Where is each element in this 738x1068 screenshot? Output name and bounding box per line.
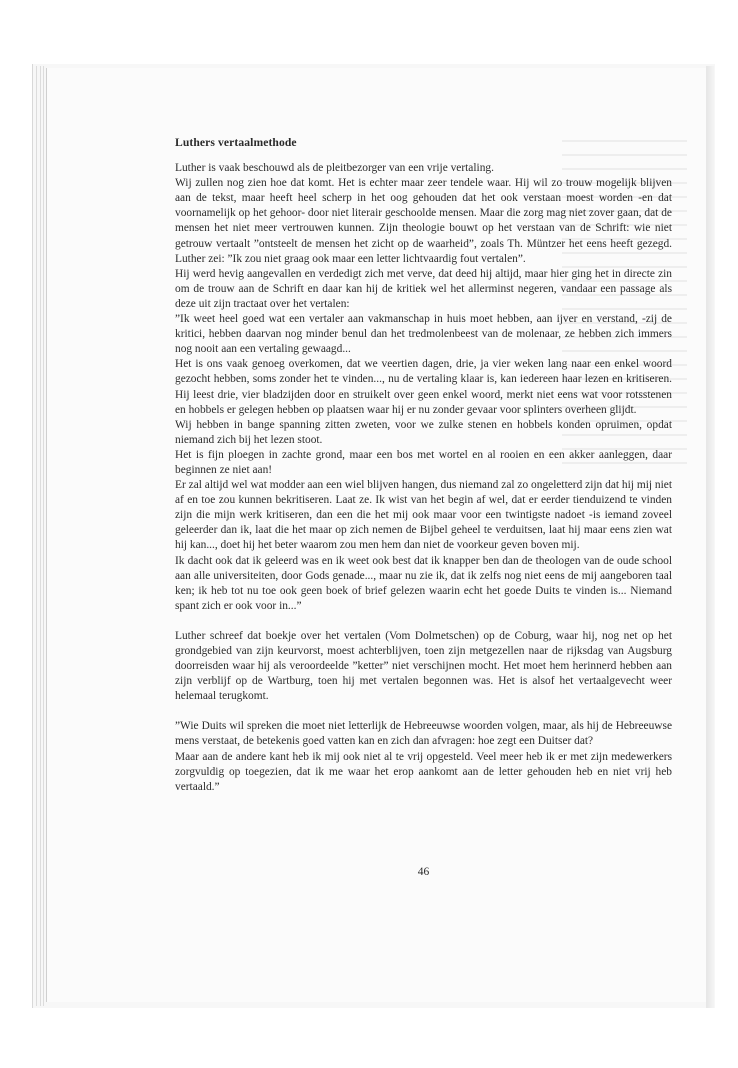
book-spine <box>706 66 714 1008</box>
quote-paragraph: Ik dacht ook dat ik geleerd was en ik weet ook best dat ik knapper ben dan de theologen van de oude school aan alle universiteiten, door Gods genade..., maar nu zie ik, dat ik zelfs nog niet eens de mij aangeboren taal ken; ik heb tot nu toe ook geen boek of brief gelezen waarin echt het goede Duits te vinden is... Niemand spant zich er ook voor in...” <box>175 554 672 612</box>
page-edge <box>43 66 44 1006</box>
page-edge <box>36 66 37 1006</box>
paragraph: Wij zullen nog zien hoe dat komt. Het is echter maar zeer tendele waar. Hij wil zo trouw mogelijk blijven aan de tekst, maar heeft heel scherp in het oog gehouden dat het ook verstaan moest worden -en dat voornamelijk op het gehoor- door niet literair geschoolde mensen. Maar die zorg mag niet zover gaan, dat de mensen het niet meer vertrouwen kunnen. Zijn theologie bouwt op het verstaan van de Schrift: wie niet getrouw vertaalt ”ontsteelt de mensen het zicht op de waarheid”, zoals Th. Müntzer het eens heeft gezegd. Luther zei: ”Ik zou niet graag ook maar een letter lichtvaardig fout vertalen”. <box>175 177 672 265</box>
section-title: Luthers vertaalmethode <box>175 136 297 149</box>
page-edge <box>40 66 41 1006</box>
quote-paragraph: ”Ik weet heel goed wat een vertaler aan vakmanschap in huis moet hebben, aan ijver en verstand, -zij de kritici, hebben daarvan nog minder benul dan het tredmolenbeest van de molenaar, ze hebben zich immers nog nooit aan een vertaling gewaagd... <box>175 313 672 356</box>
quote-paragraph: Het is fijn ploegen in zachte grond, maar een bos met wortel en al rooien en een akker aanleggen, daar beginnen ze niet aan! <box>175 448 672 476</box>
quote-paragraph: Wij hebben in bange spanning zitten zweten, voor we zulke stenen en hobbels konden opruimen, opdat niemand zich bij het lezen stoot. <box>175 418 672 446</box>
quote-paragraph: Het is ons vaak genoeg overkomen, dat we veertien dagen, drie, ja vier weken lang naar een enkel woord gezocht hebben, soms zonder het te vinden..., nu de vertaling klaar is, kan iedereen haar lezen en kritiseren. Hij leest drie, vier bladzijden door en struikelt over geen enkel woord, merkt niet eens wat voor rotsstenen en hobbels er gelegen hebben op plaatsen waar hij er nu zonder gevaar voor splinters overheen glijdt. <box>175 358 672 416</box>
paragraph: Hij werd hevig aangevallen en verdedigt zich met verve, dat deed hij altijd, maar hier ging het in directe zin om de trouw aan de Schrift en daar kan hij de kritiek wel het allerminst negeren, vandaar een passage als deze uit zijn tractaat over het vertalen: <box>175 267 672 310</box>
quote-paragraph: Er zal altijd wel wat modder aan een wiel blijven hangen, dus niemand zal zo ongeletterd zijn dat hij mij niet af en toe zou kunnen bekritiseren. Laat ze. Ik wist van het begin af wel, dat er eerder tienduizend te vinden zijn die mijn werk kritiseren, dan een die het mij ook maar voor een twintigste nadoet -is iemand zoveel geleerder dan ik, laat die het maar op zich nemen de Bijbel geheel te verduitsen, laat hij maar eens zien wat hij kan..., doet hij het beter waarom zou men hem dan niet de voorkeur geven boven mij. <box>175 479 672 552</box>
page-content <box>175 135 672 795</box>
paragraph: Luther is vaak beschouwd als de pleitbezorger van een vrije vertaling. <box>175 162 494 175</box>
page-number: 46 <box>417 866 430 878</box>
paragraph: Luther schreef dat boekje over het vertalen (Vom Dolmetschen) op de Coburg, waar hij, nog net op het grondgebied van zijn keurvorst, moest achterblijven, toen zijn metgezellen naar de rijksdag van Augsburg doorreisden waar hij als veroordeelde ”ketter” niet verschijnen mocht. Het moet hem herinnerd hebben aan zijn verblijf op de Wartburg, toen hij met vertalen begonnen was. Het is alsof het vertaalgevecht weer helemaal terugkomt. <box>175 629 672 703</box>
quote-paragraph: ”Wie Duits wil spreken die moet niet letterlijk de Hebreeuwse woorden volgen, maar, als hij de Hebreeuwse mens verstaat, de betekenis goed vatten kan en zich dan afvragen: hoe zegt een Duitser dat? <box>175 720 672 748</box>
quote-paragraph: Maar aan de andere kant heb ik mij ook niet al te vrij opgesteld. Veel meer heb ik er met zijn medewerkers zorgvuldig op toegezien, dat ik me waar het erop aankomt aan de letter gehouden heb en niet vrij heb vertaald.” <box>175 750 672 793</box>
